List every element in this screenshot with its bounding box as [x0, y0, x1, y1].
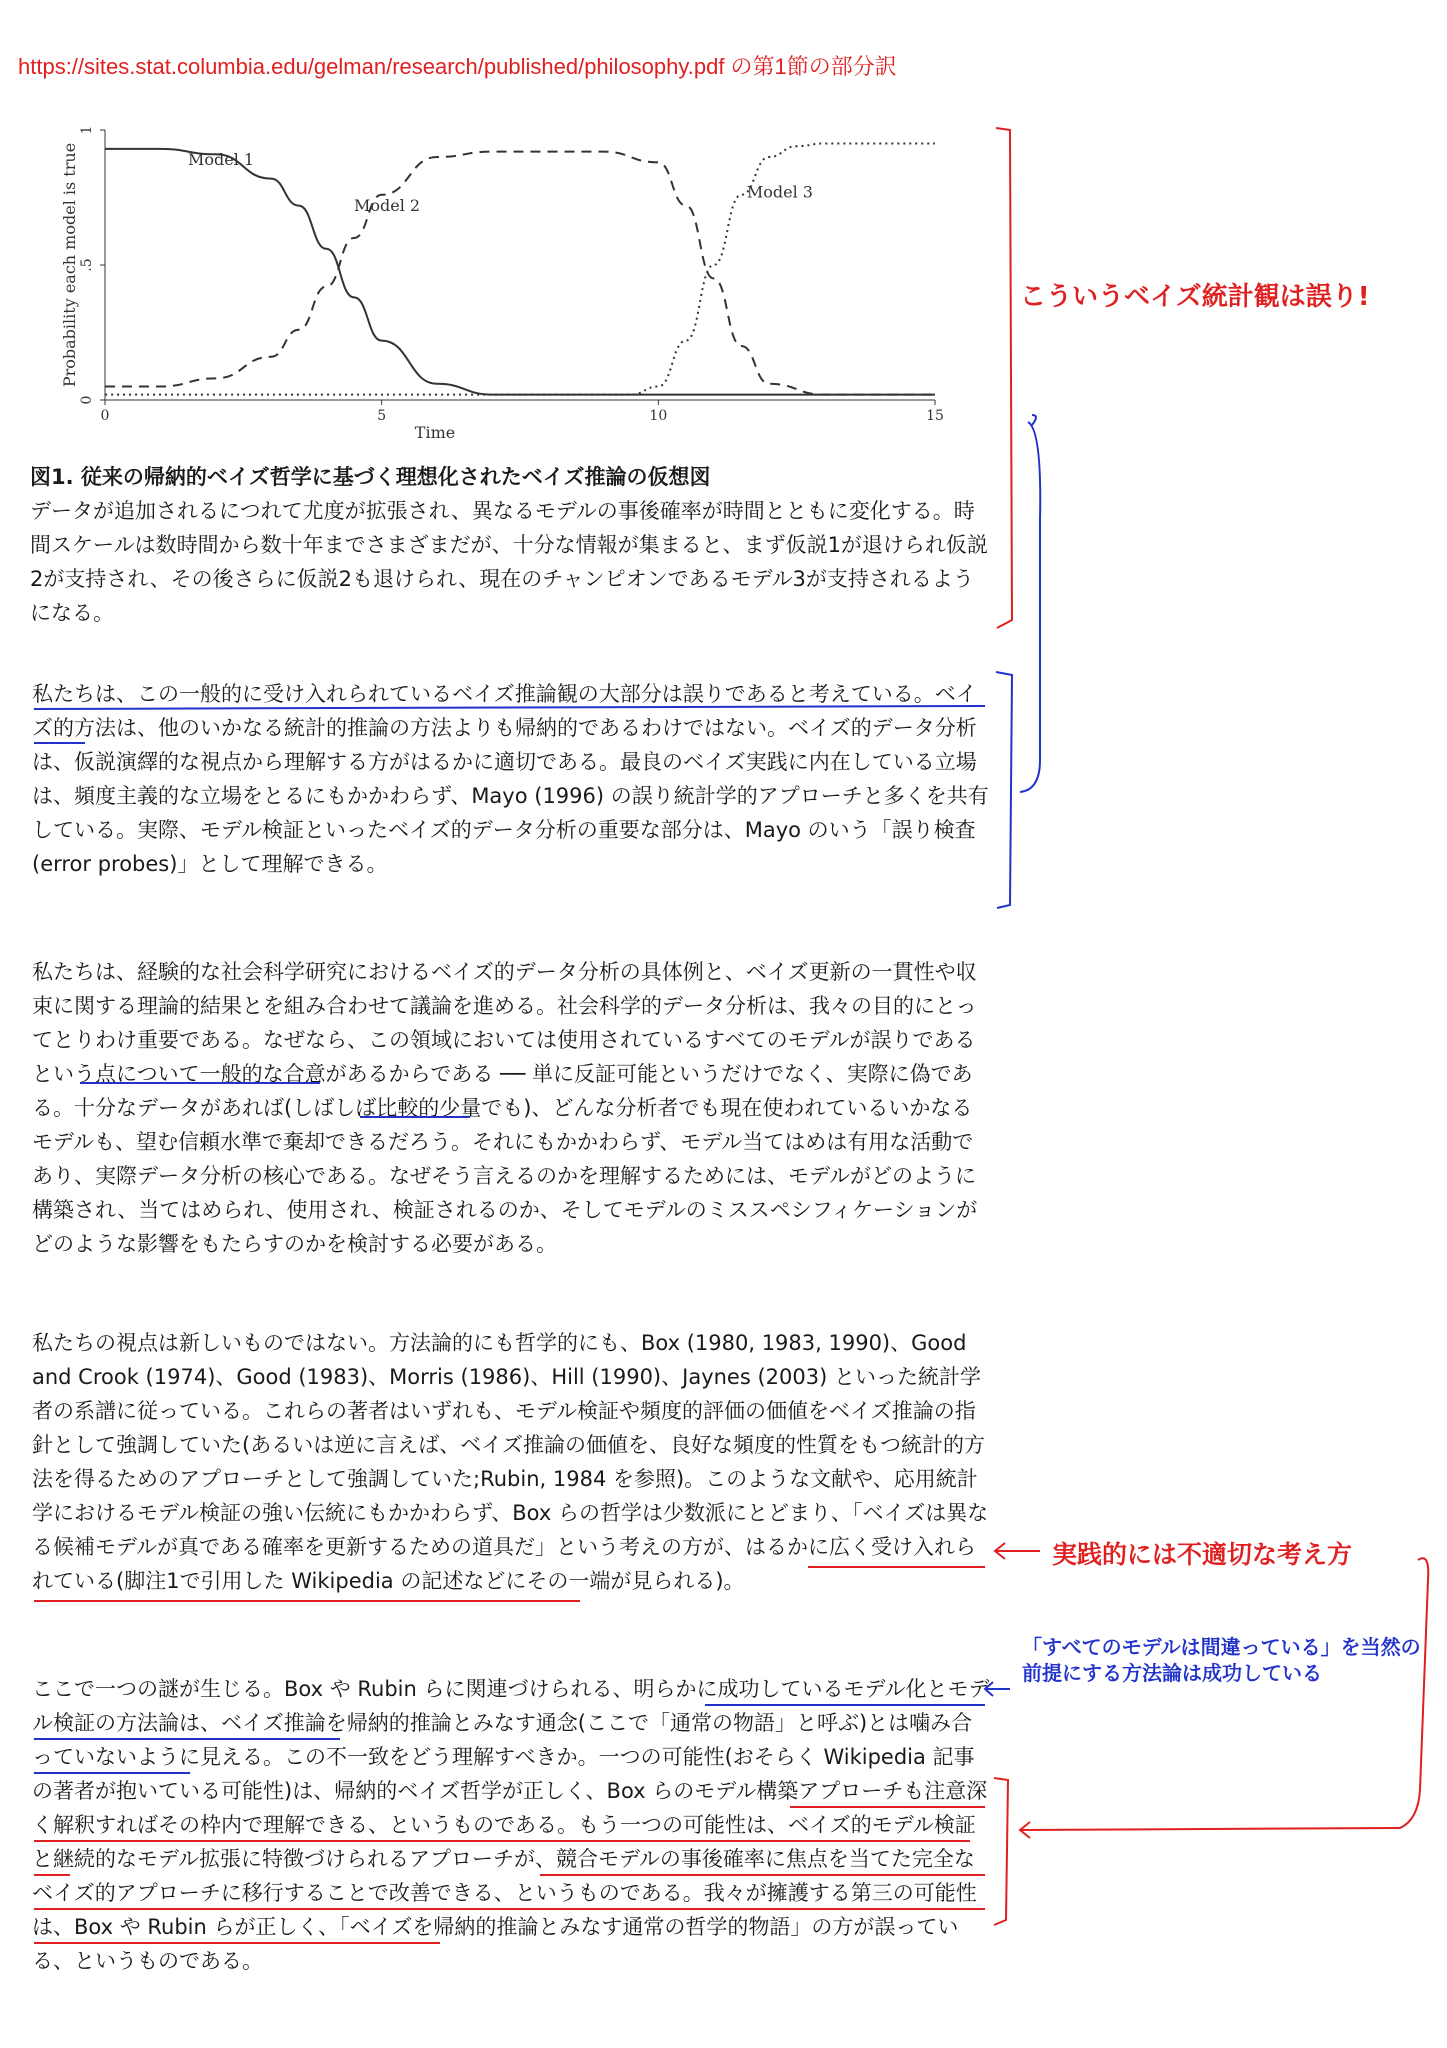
x-axis-label: Time — [414, 423, 456, 442]
caption-body: データが追加されるにつれて尤度が拡張され、異なるモデルの事後確率が時間とともに変化する。時間スケールは数時間から数十年までさまざまだが、十分な情報が集まると、まず仮説1が退けられ仮説2が支持され、その後さらに仮説2も退けられ、現在のチャンピオンであるモデル3が支持されるようになる。 — [30, 499, 988, 625]
paragraph-4: ここで一つの謎が生じる。Box や Rubin らに関連づけられる、明らかに成功しているモデル化とモデル検証の方法論は、ベイズ推論を帰納的推論とみなす通念(ここで「通常の物語」と呼ぶ)とは噛み合っていないように見える。この不一致をどう理解すべきか。一つの可能性(おそらく Wikipedia 記事の著者が抱いている可能性)は、帰納的ベイズ哲学が正しく、Box らのモデル構築アプローチも注意深く解釈すればその枠内で理解できる、というものである。もう一つの可能性は、ベイズ的モデル検証と継続的なモデル拡張に特徴づけられるアプローチが、競合モデルの事後確率に焦点を当てた完全なベイズ的アプローチに移行することで改善できる、というものである。我々が擁護する第三の可能性は、Box や Rubin らが正しく、「ベイズを帰納的推論とみなす通常の哲学的物語」の方が誤っている、というものである。 — [32, 1677, 990, 1973]
blue-bracket-paragraph-1 — [996, 672, 1012, 908]
red-bracket-paragraph-4 — [994, 1778, 1008, 1925]
caption-title: 図1. 従来の帰納的ベイズ哲学に基づく理想化されたベイズ推論の仮想図 — [30, 465, 711, 489]
y-tick-label: 0 — [79, 395, 95, 405]
blue-brace-link — [1020, 415, 1040, 792]
x-tick-label: 5 — [377, 408, 387, 424]
paragraph-1: 私たちは、この一般的に受け入れられているベイズ推論観の大部分は誤りであると考えている。ベイズ的方法は、他のいかなる統計的推論の方法よりも帰納的であるわけではない。ベイズ的データ分析は、仮説演繹的な視点から理解する方がはるかに適切である。最良のベイズ実践に内在している立場は、頻度主義的な立場をとるにもかかわらず、Mayo (1996) の誤り統計学的アプローチと多くを共有している。実際、モデル検証といったベイズ的データ分析の重要な部分は、Mayo のいう「誤り検査(error probes)」として理解できる。 — [32, 682, 989, 876]
red-arrow-impractical — [995, 1543, 1040, 1559]
annotation-blue-methodology: 「すべてのモデルは間違っている」を当然の前提にする方法論は成功している — [1022, 1635, 1421, 1685]
red-bracket-figure — [996, 128, 1012, 628]
figure-caption — [30, 460, 990, 630]
red-curve-link — [1020, 1558, 1428, 1838]
y-axis-label: Probability each model is true — [60, 142, 79, 388]
x-tick-label: 15 — [926, 408, 944, 424]
y-tick-label: .5 — [79, 258, 95, 272]
series-label-model-2: Model 2 — [354, 196, 421, 215]
annotation-red-impractical: 実践的には不適切な考え方 — [1052, 1540, 1353, 1569]
annotation-red-wrong-view: こういうベイズ統計観は誤り! — [1020, 282, 1370, 312]
x-tick-label: 10 — [649, 408, 668, 424]
y-tick-label: 1 — [79, 125, 95, 135]
model-probability-chart — [55, 120, 965, 450]
series-label-model-1: Model 1 — [188, 150, 255, 170]
series-line-model-3 — [105, 144, 935, 395]
x-tick-label: 0 — [100, 408, 110, 424]
series-label-model-3: Model 3 — [746, 182, 813, 202]
paragraph-2: 私たちは、経験的な社会科学研究におけるベイズ的データ分析の具体例と、ベイズ更新の一貫性や収束に関する理論的結果とを組み合わせて議論を進める。社会科学的データ分析は、我々の目的にとってとりわけ重要である。なぜなら、この領域においては使用されているすべてのモデルが誤りであるという点について一般的な合意があるからである ── 単に反証可能というだけでなく、実際に偽である。十分なデータがあれば(しばしば比較的少量でも)、どんな分析者でも現在使われているいかなるモデルも、望む信頼水準で棄却できるだろう。それにもかかわらず、モデル当てはめは有用な活動であり、実際データ分析の核心である。なぜそう言えるのかを理解するためには、モデルがどのように構築され、当てはめられ、使用され、検証されるのか、そしてモデルのミススペシフィケーションがどのような影響をもたらすのかを検討する必要がある。 — [32, 960, 978, 1256]
paragraph-3: 私たちの視点は新しいものではない。方法論的にも哲学的にも、Box (1980, 1983, 1990)、Good and Crook (1974)、Good (1983)、Morris (1986)、Hill (1990)、Jaynes (2003) といった統計学者の系譜に従っている。これらの著者はいずれも、モデル検証や頻度的評価の価値をベイズ推論の指針として強調していた(あるいは逆に言えば、ベイズ推論の価値を、良好な頻度的性質をもつ統計的方法を得るためのアプローチとして強調していた;Rubin, 1984 を参照)。このような文献や、応用統計学におけるモデル検証の強い伝統にもかかわらず、Box らの哲学は少数派にとどまり、「ベイズは異なる候補モデルが真である確率を更新するための道具だ」という考えの方が、はるかに広く受け入れられている(脚注1で引用した Wikipedia の記述などにその一端が見られる)。 — [32, 1331, 989, 1593]
source-url-line: https://sites.stat.columbia.edu/gelman/research/published/philosophy.pdf の第1節の部分訳 — [18, 54, 897, 79]
